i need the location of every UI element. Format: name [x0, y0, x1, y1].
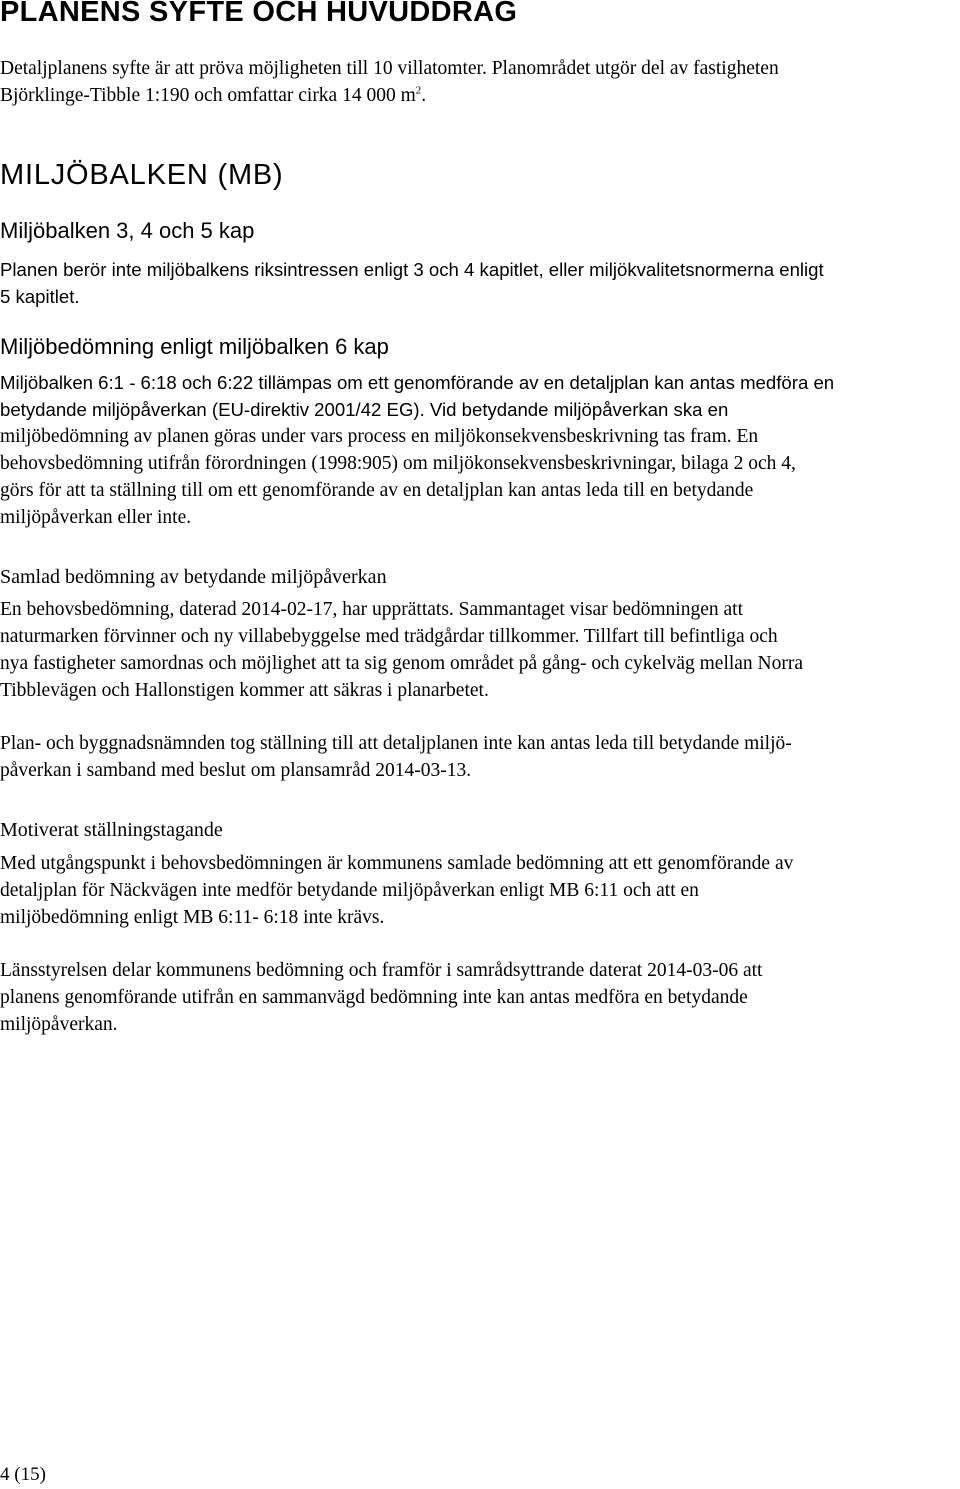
text-line: Miljöbalken 6:1 - 6:18 och 6:22 tillämpas om ett genomförande av en detaljplan kan antas medföra en [0, 372, 835, 393]
text-line: Plan- och byggnadsnämnden tog ställning till att detaljplanen inte kan antas leda till betydande miljö- [0, 733, 792, 754]
text-line: behovsbedömning utifrån förordningen (1998:905) om miljökonsekvensbeskrivningar, bilaga 2 och 4, [0, 453, 796, 474]
text-line: Planen berör inte miljöbalkens riksintressen enligt 3 och 4 kapitlet, eller miljökvalitetsnormerna enligt [0, 259, 824, 280]
text-line: naturmarken förvinner och ny villabebyggelse med trädgårdar tillkommer. Tillfart till befintliga och [0, 626, 778, 647]
chapter-3-4-5-paragraph [0, 256, 958, 310]
subheading-miljobedomning: Miljöbedömning enligt miljöbalken 6 kap [0, 334, 389, 359]
superscript-2: 2 [415, 84, 422, 97]
page-number: 4 (15) [0, 1464, 46, 1485]
text-line: miljöpåverkan eller inte. [0, 507, 192, 528]
samlad-bedomning-paragraph [0, 596, 958, 704]
text-line: detaljplan för Näckvägen inte medför betydande miljöpåverkan enligt MB 6:11 och att en [0, 880, 699, 901]
purpose-line-2: Björklinge-Tibble 1:190 och omfattar cirka 14 000 m [0, 85, 416, 106]
text-line: nya fastigheter samordnas och möjlighet att ta sig genom området på gång- och cykelväg mellan Norra [0, 653, 804, 674]
text-line: Länsstyrelsen delar kommunens bedömning och framför i samrådsyttrande daterat 2014-03-06 att [0, 960, 763, 981]
miljobedomning-paragraph [0, 369, 958, 423]
text-line: Med utgångspunkt i behovsbedömningen är kommunens samlade bedömning att ett genomförande av [0, 853, 794, 874]
text-line: påverkan i samband med beslut om plansamråd 2014-03-13. [0, 760, 472, 781]
text-line: 5 kapitlet. [0, 286, 80, 307]
purpose-line-1: Detaljplanens syfte är att pröva möjligheten till 10 villatomter. Planområdet utgör del av fastigheten [0, 58, 779, 79]
lansstyrelsen-paragraph [0, 957, 958, 1038]
text-line: miljöbedömning enligt MB 6:11- 6:18 inte krävs. [0, 907, 385, 928]
heading-miljobalken: MILJÖBALKEN (MB) [0, 159, 284, 191]
subheading-motiverat: Motiverat ställningstagande [0, 819, 223, 841]
heading-purpose: PLANENS SYFTE OCH HUVUDDRAG [0, 0, 518, 28]
text-line: En behovsbedömning, daterad 2014-02-17, har upprättats. Sammantaget visar bedömningen att [0, 599, 743, 620]
text-line: betydande miljöpåverkan (EU-direktiv 2001/42 EG). Vid betydande miljöpåverkan ska en [0, 399, 729, 420]
purpose-line-2-end: . [421, 85, 427, 106]
subheading-chapter-3-4-5: Miljöbalken 3, 4 och 5 kap [0, 218, 255, 243]
text-line: Tibblevägen och Hallonstigen kommer att säkras i planarbetet. [0, 680, 489, 701]
miljobedomning-paragraph-serif [0, 423, 958, 531]
motiverat-paragraph [0, 850, 958, 931]
subheading-samlad-bedomning: Samlad bedömning av betydande miljöpåverkan [0, 566, 387, 588]
text-line: miljöbedömning av planen göras under vars process en miljökonsekvensbeskrivning tas fram. En [0, 426, 759, 447]
purpose-paragraph [0, 55, 958, 109]
text-line: miljöpåverkan. [0, 1014, 118, 1035]
text-line: planens genomförande utifrån en sammanvägd bedömning inte kan antas medföra en betydande [0, 987, 748, 1008]
text-line: görs för att ta ställning till om ett genomförande av en detaljplan kan antas leda till en betydande [0, 480, 754, 501]
plan-nämnd-paragraph [0, 730, 958, 784]
